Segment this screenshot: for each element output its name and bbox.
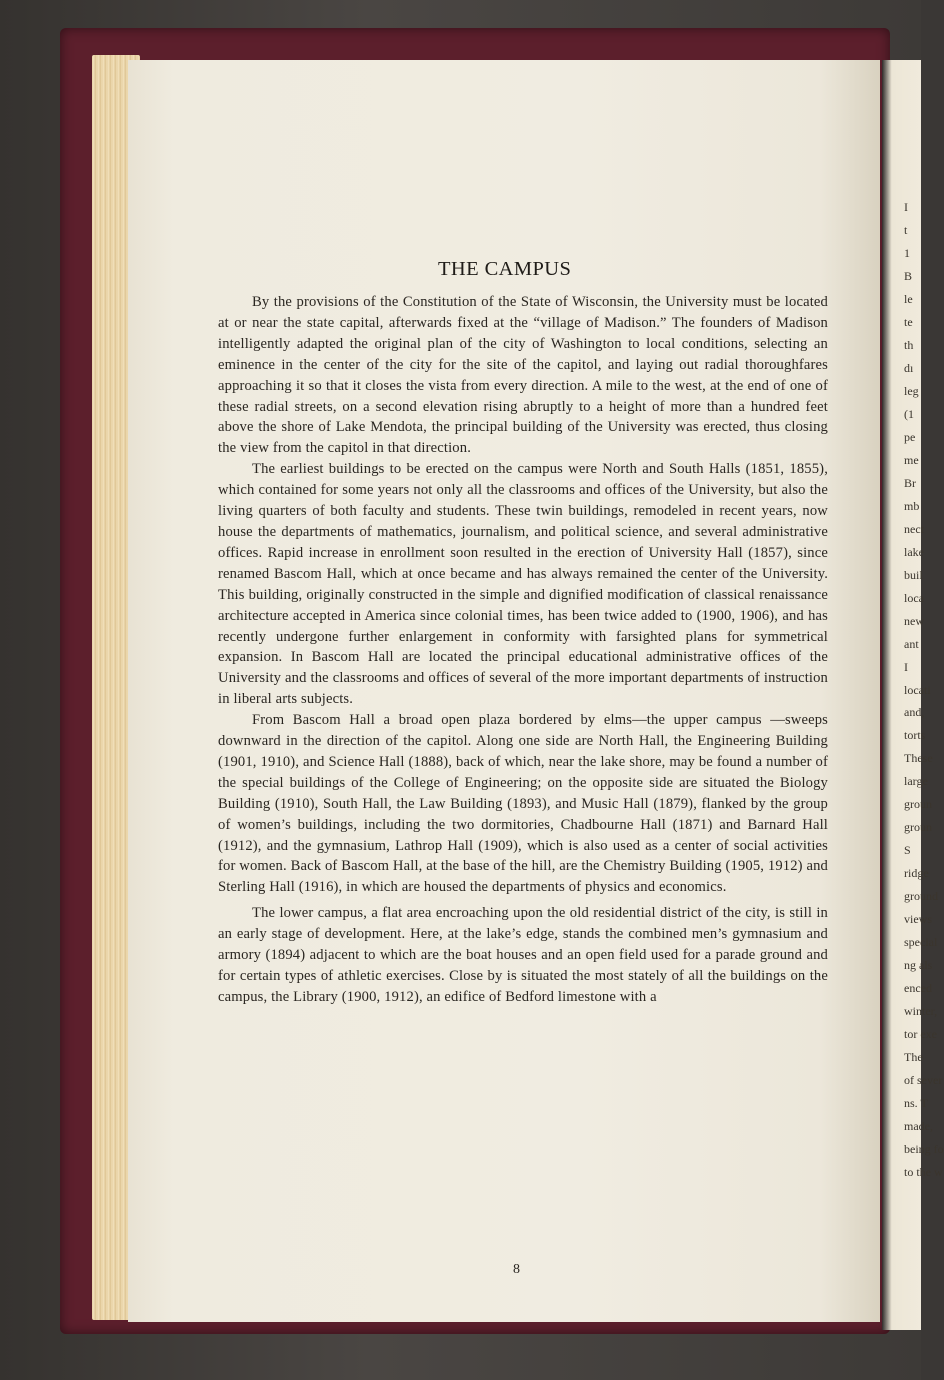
facing-page-fragment: dı bbox=[904, 360, 914, 375]
facing-page-fragment: t bbox=[904, 222, 908, 237]
facing-page-fragment: special bbox=[904, 935, 938, 950]
facing-page-fragment: Br bbox=[904, 475, 916, 490]
facing-page-fragment: (1 bbox=[904, 406, 914, 421]
facing-page-fragment: loca bbox=[904, 590, 924, 605]
facing-page-fragment: made, bbox=[904, 1119, 933, 1134]
facing-page-fragment: and, bbox=[904, 705, 925, 720]
facing-page-fragment: pe bbox=[904, 429, 916, 444]
facing-page-fragment: th bbox=[904, 337, 914, 352]
facing-page-fragment: leg bbox=[904, 383, 919, 398]
facing-page-fragment: nect bbox=[904, 521, 924, 536]
facing-page-fragment: ant bbox=[904, 636, 919, 651]
page-number: 8 bbox=[513, 1262, 520, 1277]
body-text bbox=[218, 292, 828, 1008]
facing-page-fragment: ns. T bbox=[904, 1096, 928, 1111]
page-title: THE CAMPUS bbox=[438, 258, 572, 280]
paragraph: The lower campus, a flat area encroaching upon the old residential district of the city, is still in an early stage of development. Here, at the lake’s edge, stands the combined men’s gymnasium and armory (1894) adjacent to which are the boat houses and an open field used for a parade ground and for certain types of athletic exercises. Close by is situated the most stately of all the buildings on the campus, the Library (1900, 1912), an edifice of Bedford limestone with a bbox=[218, 905, 828, 1005]
facing-page-fragment: I bbox=[904, 659, 908, 674]
facing-page-fragment: me bbox=[904, 452, 919, 467]
facing-page-fragment: large bbox=[904, 774, 928, 789]
facing-page-fragment: S bbox=[904, 843, 911, 858]
facing-page-fragment: of sever bbox=[904, 1073, 943, 1088]
facing-page-fragment: I bbox=[904, 200, 908, 214]
facing-page-strip bbox=[882, 60, 944, 1330]
facing-page-fragment: 1 bbox=[904, 245, 910, 260]
facing-page-fragment: le bbox=[904, 291, 913, 306]
facing-page-fragment: groun bbox=[904, 797, 932, 812]
facing-page-fragment: buil bbox=[904, 567, 923, 582]
paragraph: From Bascom Hall a broad open plaza bordered by elms—the upper campus —sweeps downward in the direction of the capitol. Along one side are North Hall, the Engineering Building (1901, 1910), and Science Hall (1888), back of which, near the lake shore, may be found a number of the special buildings of the College of Engineering; on the opposite side are situated the Biology Building (1910), South Hall, the Law Building (1893), and Music Hall (1879), flanked by the group of women’s buildings, including the two dormitories, Chadbourne Hall (1871) and Barnard Hall (1912), and the gymnasium, Lathrop Hall (1909), which is also used as a center of social activities for women. Back of Bascom Hall, at the base of the hill, are the Chemistry Building (1905, 1912) and Sterling Hall (1916), in which are housed the departments of physics and economics. bbox=[218, 712, 828, 896]
facing-page-fragment: locati bbox=[904, 682, 931, 697]
facing-page-fragment: mb bbox=[904, 498, 920, 513]
paragraph: The earliest buildings to be erected on the campus were North and South Halls (1851, 1855), which contained for some years not only all the classrooms and offices of the University, but also the living quarters of both faculty and students. These twin buildings, remodeled in recent years, now house the departments of mathematics, journalism, and political science, and several administrative offices. Rapid increase in enrollment soon resulted in the erection of University Hall (1857), since renamed Bascom Hall, which at once became and has always remained the center of the University. This building, originally constructed in the simple and dignified modification of classical renaissance architecture accepted in America since colonial times, has been twice added to (1900, 1906), and has recently undergone further enlargement in conformity with farsighted plans for symmetrical expansion. In Bascom Hall are located the principal educational administrative offices of the University and the classrooms and offices of several of the more important departments of instruction in liberal arts subjects. bbox=[218, 461, 828, 708]
facing-page-fragment: These bbox=[904, 751, 933, 766]
facing-page-fragment: views bbox=[904, 912, 932, 927]
facing-page-fragment: The bbox=[904, 1050, 923, 1065]
facing-page-fragment: to the w bbox=[904, 1165, 943, 1179]
facing-page-fragment: new bbox=[904, 613, 924, 628]
facing-page-fragment: te bbox=[904, 314, 913, 329]
facing-page-fragment: being fo bbox=[904, 1142, 944, 1157]
facing-page-fragment: B bbox=[904, 268, 913, 283]
facing-page-fragment: lake bbox=[904, 544, 924, 559]
paragraph: By the provisions of the Constitution of the State of Wisconsin, the University must be located at or near the state capital, afterwards fixed at the “village of Madison.” The founders of Madison intelligently adapted the original plan of the city of Washington to local conditions, selecting an eminence in the center of the city for the site of the capitol, and laying out radial thoroughfares approaching it so that it closes the vista from every direction. A mile to the west, at the end of one of these radial streets, on a second elevation rising abruptly to a height of more than a hundred feet above the shore of Lake Mendota, the principal building of the University was erected, thus closing the view from the capitol in that direction. bbox=[218, 294, 828, 457]
facing-page-fragment: winter, bbox=[904, 1004, 938, 1019]
facing-page-fragment: groun bbox=[904, 820, 932, 835]
facing-page-fragment: ground bbox=[904, 889, 938, 904]
facing-page-fragment: ng als bbox=[904, 958, 933, 973]
facing-page-fragment: enced bbox=[904, 981, 932, 996]
facing-page-fragment: ridge bbox=[904, 866, 929, 881]
facing-page-fragment: tor exe bbox=[904, 1027, 937, 1042]
facing-page-fragment: torts bbox=[904, 728, 926, 743]
